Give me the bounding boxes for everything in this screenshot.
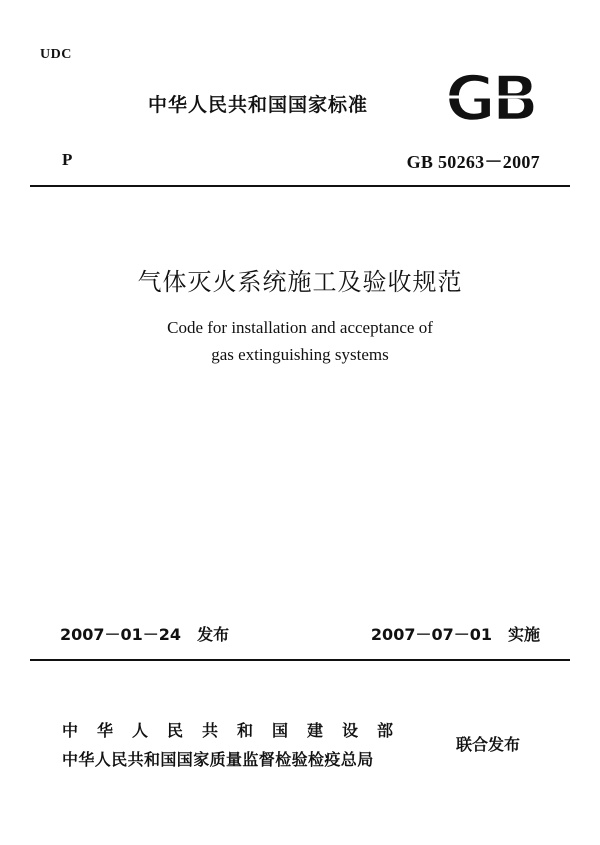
gb-logo xyxy=(438,66,542,128)
title-english-line-2: gas extinguishing systems xyxy=(211,345,389,364)
national-standard-heading: 中华人民共和国国家标准 xyxy=(148,94,369,116)
issue-date: 2007－01－24 发布 xyxy=(60,625,230,644)
joint-issue-label: 联合发布 xyxy=(456,735,521,754)
issuer-aqsiq: 中华人民共和国国家质量监督检验检疫总局 xyxy=(62,750,374,769)
udc-label: UDC xyxy=(40,47,72,62)
issuer-ministry-construction: 中华人民共和国建设部 xyxy=(62,721,413,740)
header-divider xyxy=(30,185,570,187)
title-chinese: 气体灭火系统施工及验收规范 xyxy=(137,268,463,296)
effective-date: 2007－07－01 实施 xyxy=(370,625,540,644)
classification-code: P xyxy=(62,150,73,169)
title-english-line-1: Code for installation and acceptance of xyxy=(167,318,433,337)
footer-divider xyxy=(30,659,570,661)
standard-number: GB 50263－2007 xyxy=(406,152,540,172)
svg-text:GB: GB xyxy=(444,66,536,128)
